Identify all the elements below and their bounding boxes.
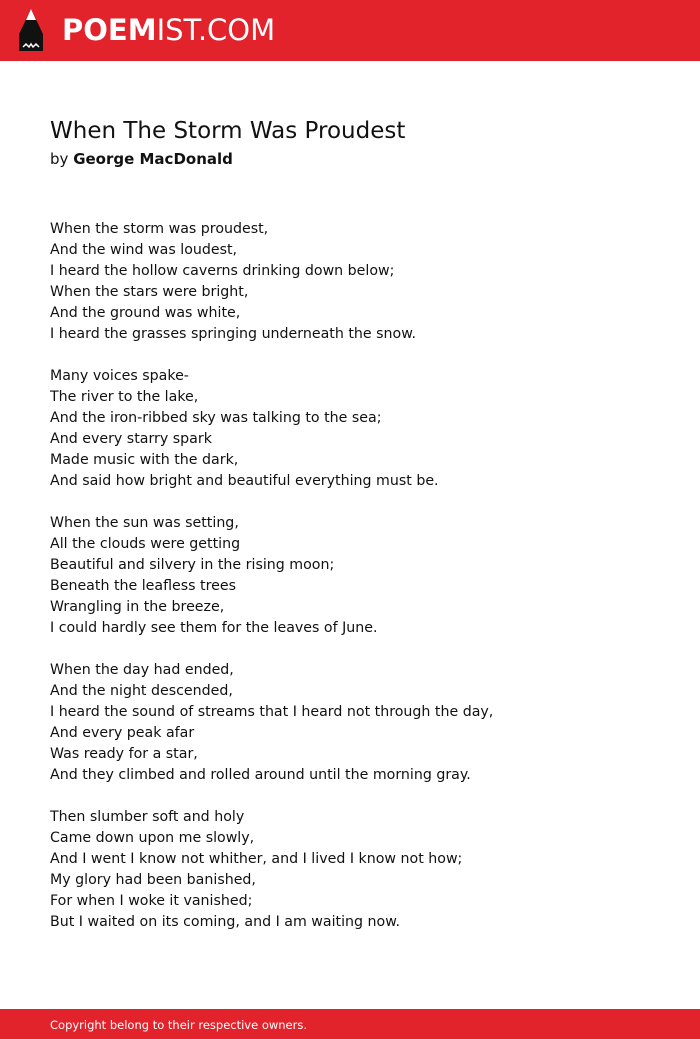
poem-line: Was ready for a star, — [50, 746, 198, 762]
site-logo[interactable] — [62, 12, 275, 48]
poem-line: All the clouds were getting — [50, 536, 241, 552]
poem-line: Many voices spake- — [50, 368, 189, 384]
copyright-text: Copyright belong to their respective owners. — [50, 1018, 308, 1032]
stanza — [50, 807, 670, 933]
poem-line: For when I woke it vanished; — [50, 893, 253, 909]
poem-line: Wrangling in the breeze, — [50, 599, 225, 615]
poem-line: And every peak afar — [50, 725, 195, 741]
poem-line: Came down upon me slowly, — [50, 830, 255, 846]
poem-title: When The Storm Was Proudest — [50, 118, 406, 144]
stanza — [50, 219, 670, 345]
poem-line: And they climbed and rolled around until the morning gray. — [50, 767, 471, 783]
poem-line: And the wind was loudest, — [50, 242, 238, 258]
site-footer — [0, 1009, 700, 1039]
poem-line: I heard the grasses springing underneath the snow. — [50, 326, 417, 342]
poem-line: I heard the hollow caverns drinking down below; — [50, 263, 395, 279]
poem-line: Beautiful and silvery in the rising moon; — [50, 557, 335, 573]
stanza — [50, 660, 670, 786]
poem-line: My glory had been banished, — [50, 872, 256, 888]
by-label: by — [50, 150, 69, 168]
poem-line: But I waited on its coming, and I am waiting now. — [50, 914, 401, 930]
poem-line: When the sun was setting, — [50, 515, 239, 531]
poem-line: When the storm was proudest, — [50, 221, 269, 237]
poem-line: I could hardly see them for the leaves of June. — [50, 620, 378, 636]
stanza — [50, 513, 670, 639]
site-header — [0, 0, 700, 61]
poem-line: When the stars were bright, — [50, 284, 249, 300]
poem-body — [50, 219, 670, 954]
author-name: George MacDonald — [73, 150, 233, 168]
poem-line: The river to the lake, — [50, 389, 199, 405]
logo-text-light: IST.COM — [156, 13, 276, 47]
poem-line: And every starry spark — [50, 431, 212, 447]
stanza — [50, 366, 670, 492]
poem-line: And I went I know not whither, and I lived I know not how; — [50, 851, 463, 867]
byline — [50, 148, 233, 170]
poem-line: And the ground was white, — [50, 305, 241, 321]
poem-line: And said how bright and beautiful everything must be. — [50, 473, 439, 489]
poem-line: When the day had ended, — [50, 662, 234, 678]
poem-line: Beneath the leafless trees — [50, 578, 236, 594]
poem-line: And the iron-ribbed sky was talking to the sea; — [50, 410, 382, 426]
poem-line: I heard the sound of streams that I heard not through the day, — [50, 704, 494, 720]
poem-line: And the night descended, — [50, 683, 233, 699]
pencil-icon — [18, 9, 44, 51]
poem-line: Then slumber soft and holy — [50, 809, 245, 825]
logo-text-bold: POEM — [62, 13, 157, 47]
poem-line: Made music with the dark, — [50, 452, 239, 468]
